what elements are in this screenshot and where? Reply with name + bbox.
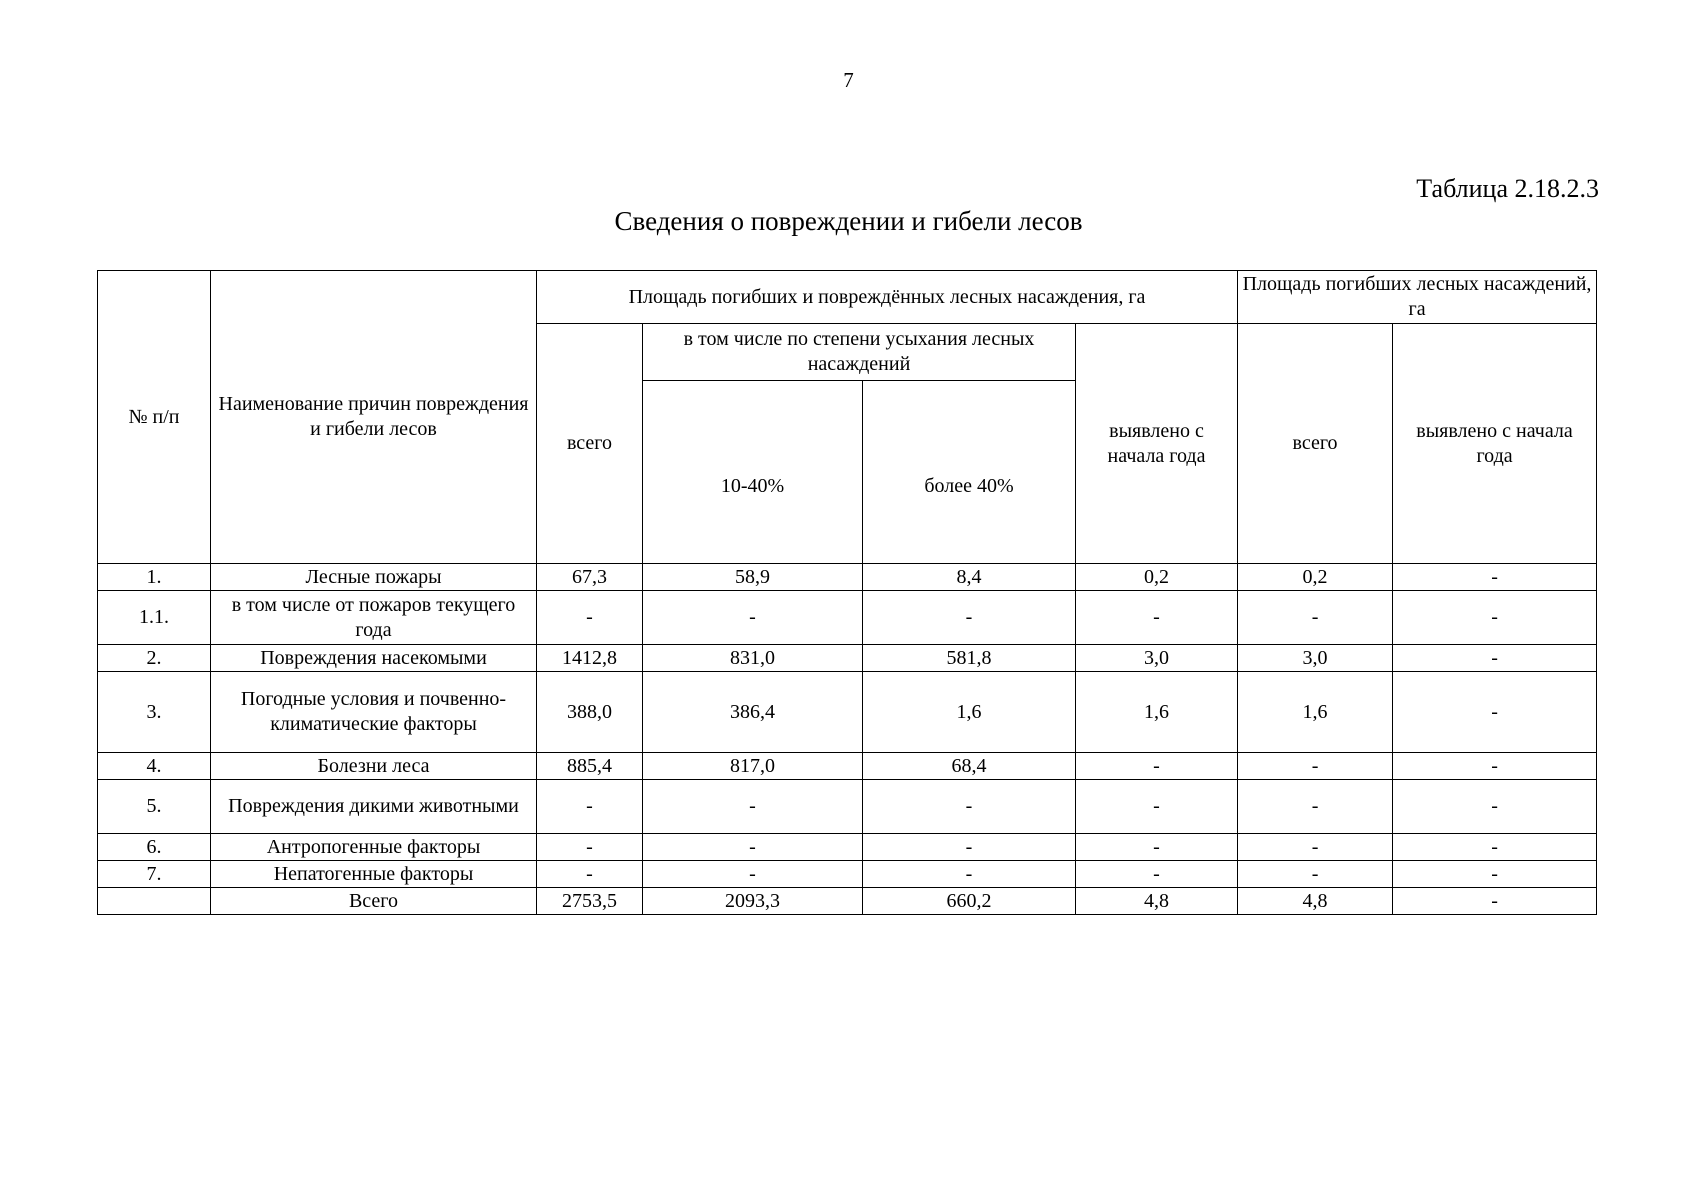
table-row xyxy=(98,861,1597,888)
table-row-total xyxy=(98,888,1597,915)
row-degree-10-40: 831,0 xyxy=(643,645,863,672)
header-subgroup-degree: в том числе по степени усыхания лесных насаждений xyxy=(643,324,1076,381)
row-name: Повреждения дикими животными xyxy=(211,780,537,834)
row-total: - xyxy=(537,780,643,834)
row-degree-10-40: 58,9 xyxy=(643,564,863,591)
row-dead-total: 4,8 xyxy=(1238,888,1393,915)
row-degree-10-40: - xyxy=(643,834,863,861)
row-dead-detected: - xyxy=(1393,888,1597,915)
header-name: Наименование причин повреждения и гибели лесов xyxy=(211,271,537,564)
row-detected: - xyxy=(1076,780,1238,834)
row-num: 2. xyxy=(98,645,211,672)
row-dead-detected: - xyxy=(1393,834,1597,861)
header-dead-total: всего xyxy=(1238,324,1393,564)
row-detected: 3,0 xyxy=(1076,645,1238,672)
row-dead-detected: - xyxy=(1393,564,1597,591)
row-degree-10-40: 817,0 xyxy=(643,753,863,780)
row-name: в том числе от пожаров текущего года xyxy=(211,591,537,645)
row-degree-over-40: - xyxy=(863,780,1076,834)
table-row xyxy=(98,564,1597,591)
row-degree-10-40: 386,4 xyxy=(643,672,863,753)
row-dead-total: 0,2 xyxy=(1238,564,1393,591)
row-degree-10-40: - xyxy=(643,591,863,645)
table-row xyxy=(98,591,1597,645)
row-num: 1.1. xyxy=(98,591,211,645)
row-name: Повреждения насекомыми xyxy=(211,645,537,672)
row-name: Лесные пожары xyxy=(211,564,537,591)
table-row xyxy=(98,780,1597,834)
row-dead-detected: - xyxy=(1393,672,1597,753)
row-detected: 4,8 xyxy=(1076,888,1238,915)
forest-damage-table xyxy=(97,270,1597,915)
row-degree-over-40: - xyxy=(863,591,1076,645)
header-total: всего xyxy=(537,324,643,564)
row-degree-over-40: - xyxy=(863,861,1076,888)
row-dead-detected: - xyxy=(1393,591,1597,645)
row-detected: - xyxy=(1076,834,1238,861)
header-degree-over-40: более 40% xyxy=(863,381,1076,564)
page-number: 7 xyxy=(843,68,854,92)
header-detected: выявлено с начала года xyxy=(1076,324,1238,564)
row-degree-10-40: - xyxy=(643,861,863,888)
row-dead-total: - xyxy=(1238,591,1393,645)
row-detected: - xyxy=(1076,861,1238,888)
row-dead-detected: - xyxy=(1393,861,1597,888)
row-degree-over-40: 660,2 xyxy=(863,888,1076,915)
row-detected: - xyxy=(1076,753,1238,780)
row-name: Антропогенные факторы xyxy=(211,834,537,861)
row-num: 7. xyxy=(98,861,211,888)
table-row xyxy=(98,753,1597,780)
row-num: 3. xyxy=(98,672,211,753)
row-name: Погодные условия и почвенно-климатические факторы xyxy=(211,672,537,753)
row-degree-over-40: 8,4 xyxy=(863,564,1076,591)
row-detected: 0,2 xyxy=(1076,564,1238,591)
table-row xyxy=(98,645,1597,672)
header-num: № п/п xyxy=(98,271,211,564)
row-name: Болезни леса xyxy=(211,753,537,780)
row-total: - xyxy=(537,861,643,888)
document-title: Сведения о повреждении и гибели лесов xyxy=(614,206,1083,236)
row-total: - xyxy=(537,591,643,645)
row-name: Непатогенные факторы xyxy=(211,861,537,888)
row-dead-total: - xyxy=(1238,780,1393,834)
row-total: - xyxy=(537,834,643,861)
header-degree-10-40: 10-40% xyxy=(643,381,863,564)
row-degree-over-40: - xyxy=(863,834,1076,861)
row-num: 4. xyxy=(98,753,211,780)
header-group-damaged: Площадь погибших и повреждённых лесных насаждения, га xyxy=(537,271,1238,324)
table-label: Таблица 2.18.2.3 xyxy=(1416,174,1599,203)
table-row xyxy=(98,672,1597,753)
row-num xyxy=(98,888,211,915)
row-dead-total: - xyxy=(1238,834,1393,861)
row-dead-detected: - xyxy=(1393,645,1597,672)
row-total: 1412,8 xyxy=(537,645,643,672)
row-total: 885,4 xyxy=(537,753,643,780)
row-dead-detected: - xyxy=(1393,753,1597,780)
row-detected: 1,6 xyxy=(1076,672,1238,753)
row-num: 6. xyxy=(98,834,211,861)
row-degree-over-40: 1,6 xyxy=(863,672,1076,753)
row-num: 1. xyxy=(98,564,211,591)
row-total: 388,0 xyxy=(537,672,643,753)
row-total: 67,3 xyxy=(537,564,643,591)
row-detected: - xyxy=(1076,591,1238,645)
row-total: 2753,5 xyxy=(537,888,643,915)
row-degree-over-40: 581,8 xyxy=(863,645,1076,672)
row-dead-total: 3,0 xyxy=(1238,645,1393,672)
table-row xyxy=(98,834,1597,861)
header-dead-detected: выявлено с начала года xyxy=(1393,324,1597,564)
row-dead-total: 1,6 xyxy=(1238,672,1393,753)
row-num: 5. xyxy=(98,780,211,834)
row-name: Всего xyxy=(211,888,537,915)
row-dead-total: - xyxy=(1238,861,1393,888)
row-degree-over-40: 68,4 xyxy=(863,753,1076,780)
row-degree-10-40: - xyxy=(643,780,863,834)
row-dead-detected: - xyxy=(1393,780,1597,834)
row-degree-10-40: 2093,3 xyxy=(643,888,863,915)
row-dead-total: - xyxy=(1238,753,1393,780)
header-group-dead: Площадь погибших лесных насаждений, га xyxy=(1238,271,1597,324)
